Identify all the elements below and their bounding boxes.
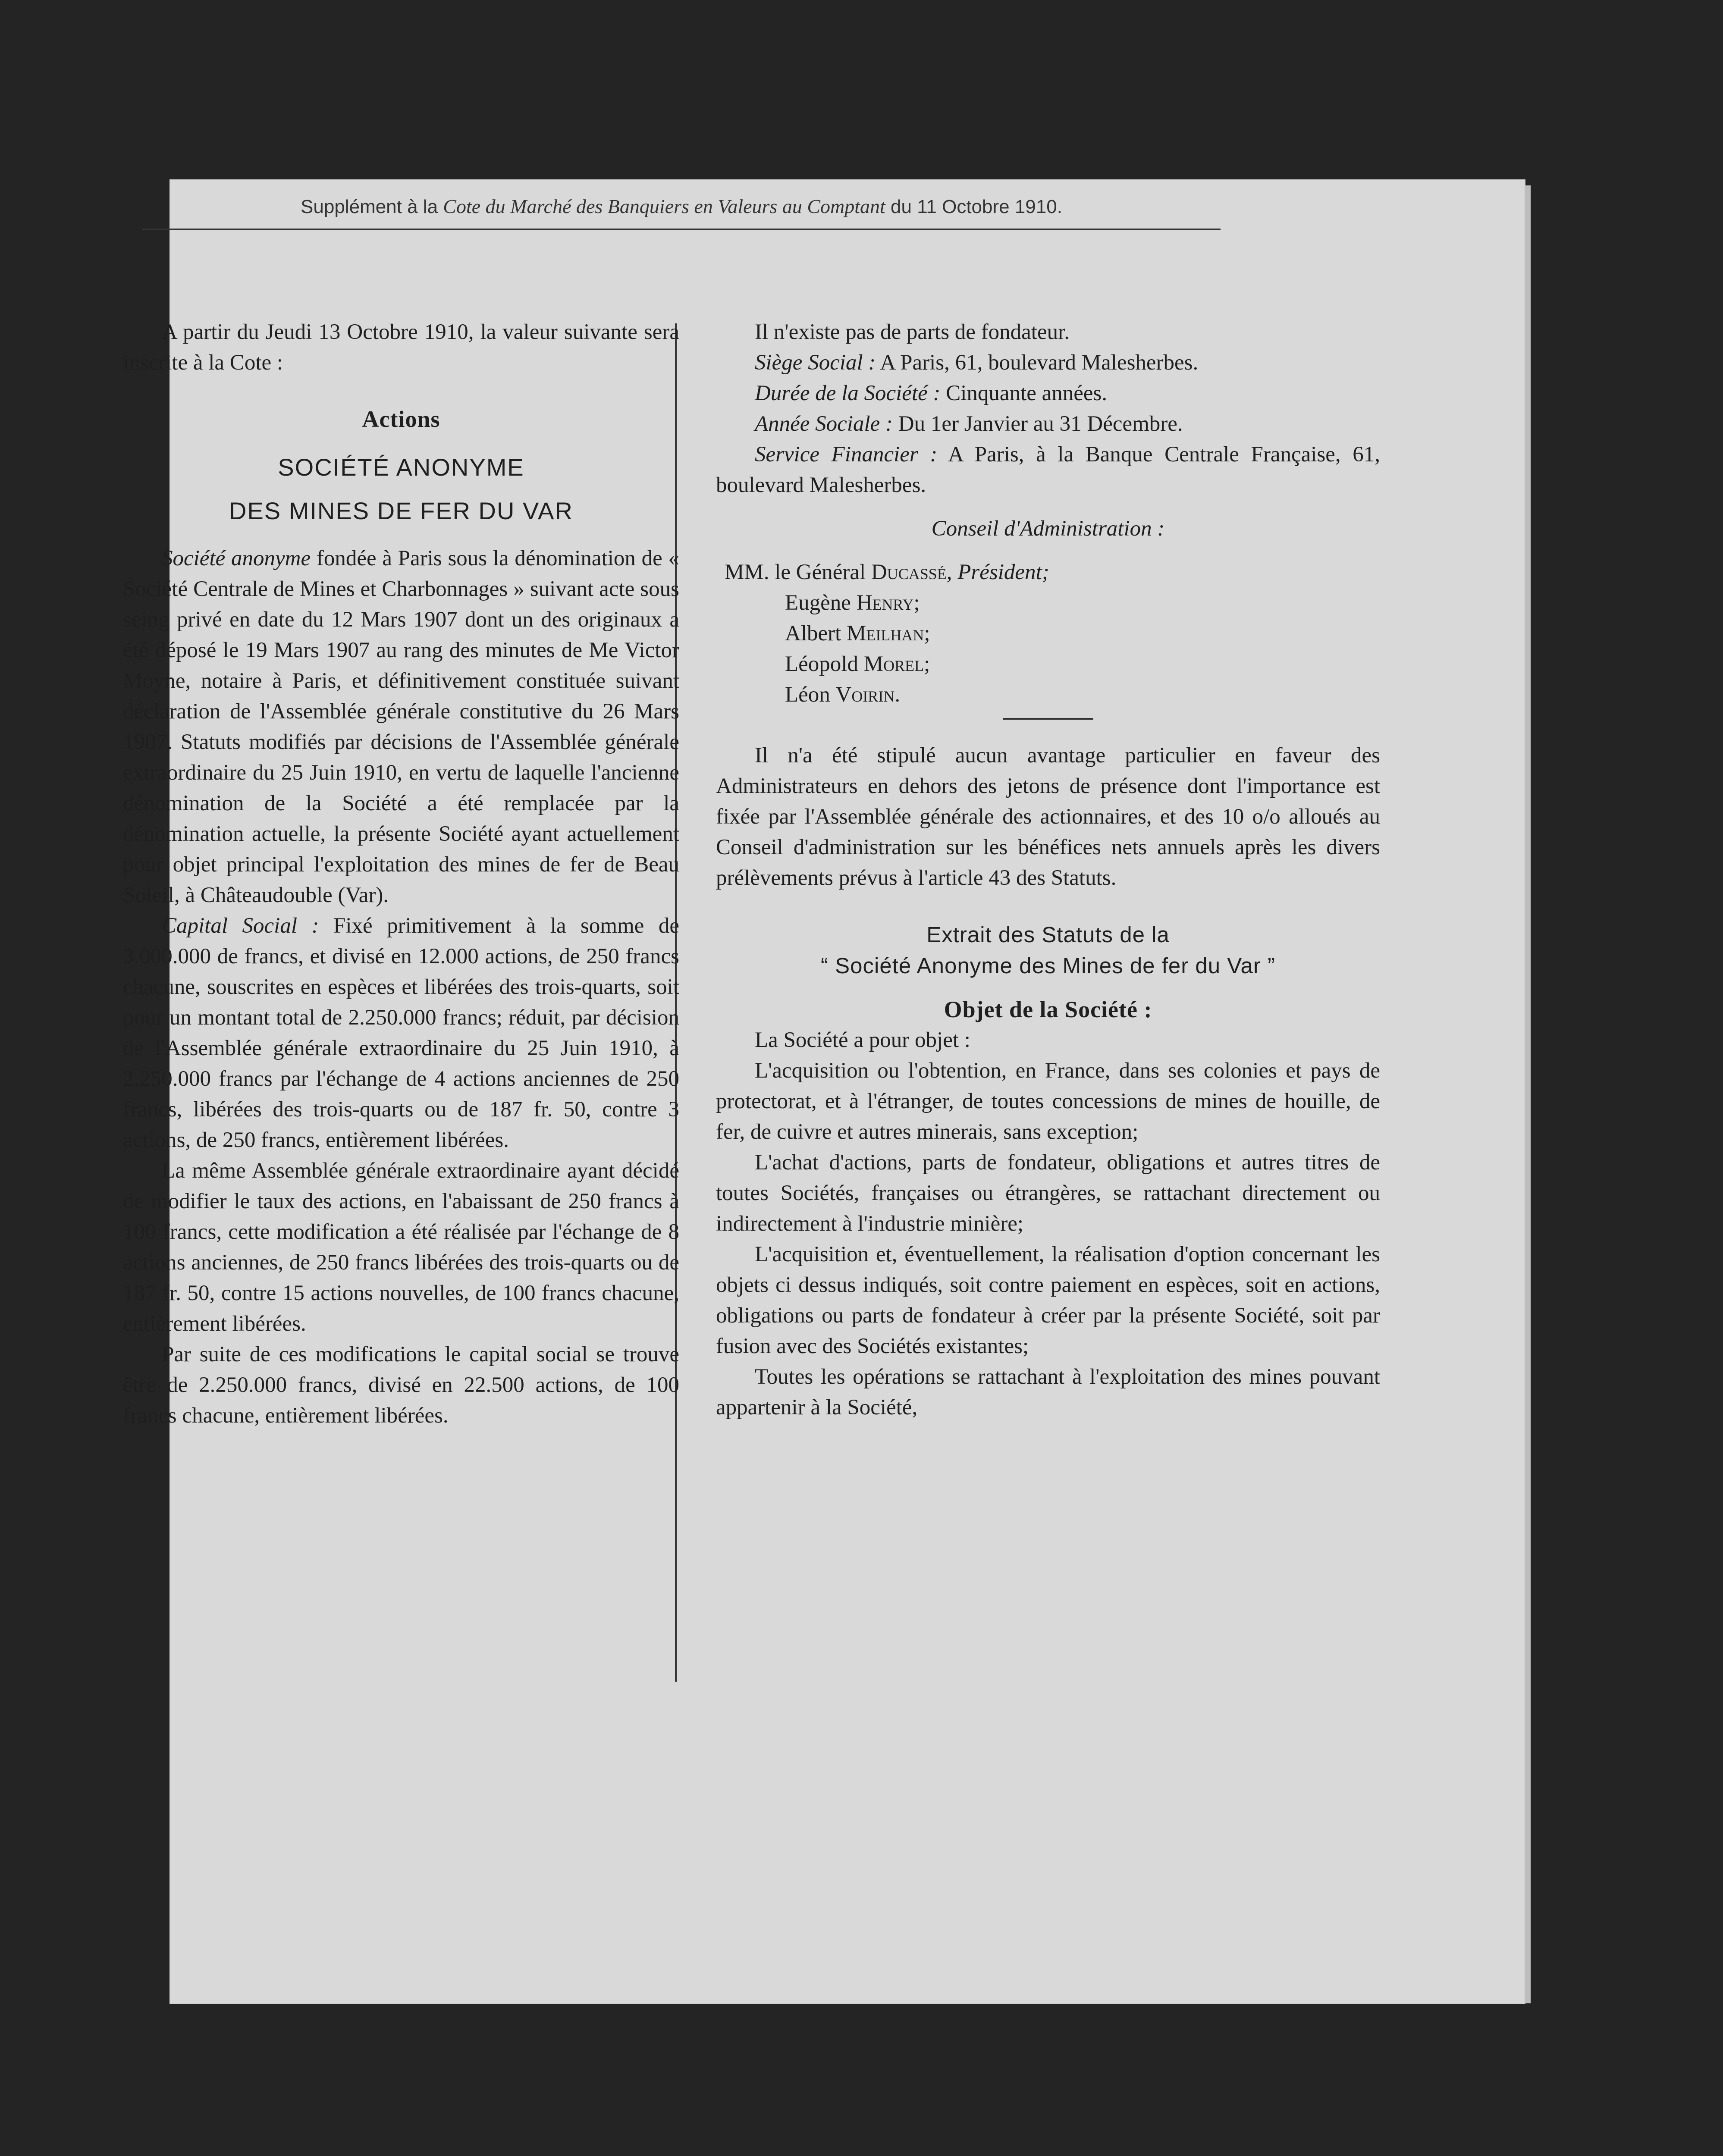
paragraph-capital xyxy=(123,911,679,1156)
financial-service-label: Service Financier : xyxy=(755,442,938,467)
financial-service-value: A Paris, à la Banque Centrale Française, 61, boulevard Malesherbes. xyxy=(716,442,1380,497)
board-punct: ; xyxy=(924,652,930,676)
board-member-role: , Président; xyxy=(946,560,1049,584)
board-prefix: MM. le Général xyxy=(725,560,871,584)
board-member xyxy=(785,680,1380,710)
paragraph-capital-result: Par suite de ces modifications le capital social se trouve être de 2.250.000 francs, divisé en 22.500 actions, de 100 francs chacune, entièrement libérées. xyxy=(123,1342,679,1428)
company-duration-label: Durée de la Société : xyxy=(755,381,941,405)
board-member-first-name: Léon xyxy=(785,683,836,707)
board-punct: ; xyxy=(913,591,920,615)
company-duration xyxy=(716,378,1380,409)
board-member xyxy=(725,557,1380,588)
board-list xyxy=(716,557,1380,710)
section-title-actions: Actions xyxy=(362,406,440,432)
registered-office-value: A Paris, 61, boulevard Malesherbes. xyxy=(876,351,1199,375)
administrators-benefits: Il n'a été stipulé aucun avantage particulier en faveur des Administrateurs en dehors des jetons de présence dont l'importance est fixée par l'Assemblée générale des actionnaires, et des 10 o/o alloués au Conseil d'administration sur les bénéfices nets annuels après les divers prélèvements prévus à l'article 43 des Statuts. xyxy=(716,743,1380,890)
board-punct: . xyxy=(894,683,901,707)
right-column xyxy=(716,317,1380,1423)
board-member-first-name: Eugène xyxy=(785,591,857,615)
paragraph-share-change: La même Assemblée générale extraordinaire ayant décidé de modifier le taux des actions, en l'abaissant de 250 francs à 100 francs, cette modification a été réalisée par l'échange de 8 actions anciennes, de 250 francs libérées des trois-quarts ou de 187 fr. 50, contre 15 actions nouvelles, de 100 francs chacune, entièrement libérées. xyxy=(123,1159,679,1336)
board-member xyxy=(785,588,1380,618)
left-column xyxy=(123,317,679,1431)
object-item: L'acquisition ou l'obtention, en France, dans ses colonies et pays de protectorat, et à l'étranger, de toutes concessions de mines de houille, de fer, de cuivre et autres minerais, sans exception; xyxy=(716,1059,1380,1144)
registered-office-label: Siège Social : xyxy=(755,351,876,375)
page-edge xyxy=(1525,185,1531,2003)
page-header xyxy=(142,195,1221,218)
paragraph-capital-body: Fixé primitivement à la somme de 3.000.000 de francs, et divisé en 12.000 actions, de 250 francs chacune, souscrites en espèces et libérées des trois-quarts, soit pour un montant total de 2.250.000 francs; réduit, par décision de l'Assemblée générale extraordinaire du 25 Juin 1910, à 2.250.000 francs par l'échange de 4 actions anciennes de 250 francs, libérées des trois-quarts ou de 187 fr. 50, contre 3 actions, de 250 francs, entièrement libérées. xyxy=(123,914,679,1152)
paragraph-capital-lead: Capital Social : xyxy=(162,914,319,938)
board-member-name: Henry xyxy=(856,591,914,615)
fiscal-year-label: Année Sociale : xyxy=(755,412,893,436)
statutes-extract-title: Extrait des Statuts de la xyxy=(926,922,1170,947)
board-member xyxy=(785,649,1380,680)
registered-office xyxy=(716,348,1380,378)
board-member-first-name: Léopold xyxy=(785,652,864,676)
object-item: L'acquisition et, éventuellement, la réalisation d'option concernant les objets ci dessus indiqués, soit contre paiement en espèces, soit en actions, obligations ou parts de fondateur à créer par la présente Société, soit par fusion avec des Sociétés existantes; xyxy=(716,1242,1380,1358)
header-text-1: Supplément à la xyxy=(301,196,443,217)
paragraph-constitution xyxy=(123,543,679,911)
object-heading: Objet de la Société : xyxy=(944,997,1152,1022)
financial-service xyxy=(716,439,1380,501)
paragraph-constitution-lead: Société anonyme xyxy=(162,546,311,570)
object-intro: La Société a pour objet : xyxy=(755,1028,970,1052)
fiscal-year xyxy=(716,409,1380,439)
fiscal-year-value: Du 1er Janvier au 31 Décembre. xyxy=(893,412,1183,436)
header-publication: Cote du Marché des Banquiers en Valeurs au Comptant xyxy=(443,195,885,217)
board-member xyxy=(785,618,1380,649)
board-member-first-name: Albert xyxy=(785,621,847,646)
section-separator xyxy=(1003,718,1093,720)
board-member-name: Meilhan xyxy=(847,621,924,646)
object-item: L'achat d'actions, parts de fondateur, obligations et autres titres de toutes Sociétés, françaises ou étrangères, se rattachant directement ou indirectement à l'industrie minière; xyxy=(716,1150,1380,1236)
header-text-3: du 11 Octobre 1910. xyxy=(885,196,1062,217)
board-member-name: Ducassé xyxy=(871,560,947,584)
company-duration-value: Cinquante années. xyxy=(940,381,1108,405)
object-item: Toutes les opérations se rattachant à l'exploitation des mines pouvant appartenir à la Société, xyxy=(716,1365,1380,1420)
intro-paragraph: A partir du Jeudi 13 Octobre 1910, la valeur suivante sera inscrite à la Cote : xyxy=(123,320,679,375)
statutes-extract-company: “ Société Anonyme des Mines de fer du Var ” xyxy=(820,953,1276,978)
company-name-line1: SOCIÉTÉ ANONYME xyxy=(278,454,524,481)
paragraph-constitution-body: fondée à Paris sous la dénomination de « Société Centrale de Mines et Charbonnages » suivant acte sous seing privé en date du 12 Mars 1907 dont un des originaux a été déposé le 19 Mars 1907 au rang des minutes de Me Victor Moyne, notaire à Paris, et définitivement constituée suivant déclaration de l'Assemblée générale constitutive du 26 Mars 1907. Statuts modifiés par décisions de l'Assemblée générale extraordinaire du 25 Juin 1910, en vertu de laquelle l'ancienne dénomination de la Société a été remplacée par la dénomination actuelle, la présente Société ayant actuellement pour objet principal l'exploitation des mines de fer de Beau Soleil, à Châteaudouble (Var). xyxy=(123,546,679,907)
board-punct: ; xyxy=(924,621,930,646)
header-rule xyxy=(142,229,1221,230)
board-title: Conseil d'Administration : xyxy=(931,517,1165,541)
board-member-name: Morel xyxy=(863,652,924,676)
board-member-name: Voirin xyxy=(835,683,895,707)
company-name-line2: DES MINES DE FER DU VAR xyxy=(229,497,573,524)
founder-shares-note: Il n'existe pas de parts de fondateur. xyxy=(755,320,1070,344)
